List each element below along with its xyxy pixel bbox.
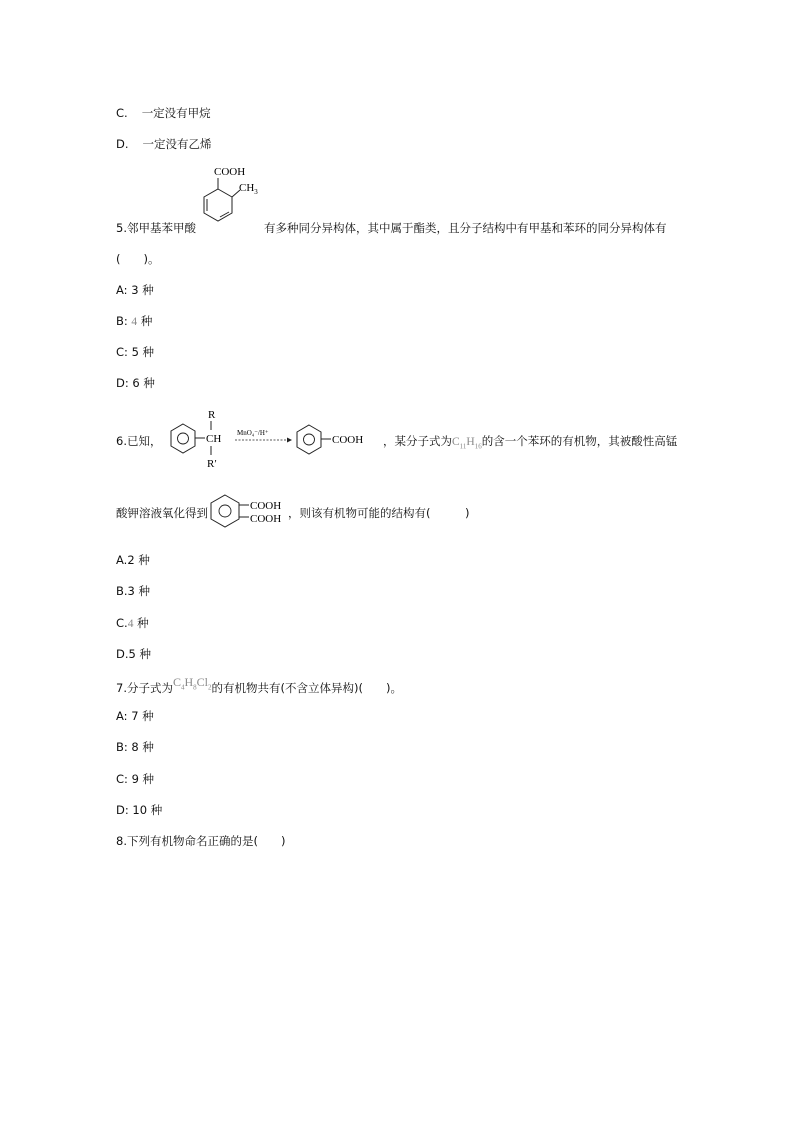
q7-option-c bbox=[116, 772, 154, 786]
option-unit: 种 bbox=[140, 314, 153, 328]
r-label: R bbox=[208, 409, 216, 421]
q6-option-a bbox=[116, 553, 150, 567]
question-text: 酸钾溶液氧化得到 bbox=[116, 506, 208, 520]
option-unit: 种 bbox=[143, 376, 155, 390]
option-letter: B: bbox=[116, 314, 128, 328]
option-unit: 种 bbox=[142, 740, 154, 754]
question-text: 的有机物共有(不含立体异构)( )。 bbox=[211, 681, 402, 695]
q5-stem bbox=[116, 221, 666, 235]
option-value: 7 bbox=[131, 709, 139, 723]
option-letter: D. bbox=[116, 137, 129, 151]
question-text: ，某分子式为 bbox=[383, 434, 452, 448]
option-letter: C: bbox=[116, 772, 128, 786]
formula-c11h16: $C_{11}H_{16}$ bbox=[452, 436, 482, 451]
option-value: 3 bbox=[127, 584, 135, 598]
option-unit: 种 bbox=[138, 553, 150, 567]
option-value: 8 bbox=[131, 740, 139, 754]
option-letter: D: bbox=[116, 803, 129, 817]
question-number: 7. bbox=[116, 681, 127, 695]
option-unit: 种 bbox=[150, 803, 163, 817]
q4-option-c bbox=[116, 106, 211, 120]
formula-c4h8cl2: $C_4H_8Cl_2$ bbox=[172, 675, 212, 692]
option-value: 2 bbox=[127, 553, 135, 567]
option-text: 一定没有乙烯 bbox=[142, 137, 212, 151]
q6-option-c bbox=[116, 616, 149, 631]
question-text: 有多种同分异构体，其中属于酯类，且分子结构中有甲基和苯环的同分异构体有 bbox=[263, 221, 667, 235]
q5-option-b bbox=[116, 314, 152, 329]
q8-stem bbox=[116, 834, 285, 848]
option-letter: C. bbox=[116, 106, 128, 120]
q6-stem-line2-start bbox=[116, 506, 208, 520]
oxidation-reaction-scheme bbox=[165, 404, 380, 474]
option-letter: C: bbox=[116, 345, 128, 359]
q7-option-d bbox=[116, 803, 162, 817]
q5-option-d bbox=[116, 376, 155, 390]
struct-cooh-label: COOH bbox=[214, 166, 246, 178]
option-text: 一定没有甲烷 bbox=[141, 106, 211, 120]
option-value: 3 bbox=[131, 283, 139, 297]
q5-stem-line2 bbox=[116, 252, 159, 266]
q6-option-d bbox=[116, 647, 151, 661]
option-unit: 种 bbox=[138, 584, 151, 598]
q5-option-c bbox=[116, 345, 154, 359]
q6-stem-rest bbox=[383, 434, 677, 453]
question-text: 的含一个苯环的有机物，其被酸性高锰 bbox=[481, 434, 678, 448]
option-value: 4 bbox=[131, 316, 138, 328]
q6-stem-line2-end bbox=[288, 506, 469, 520]
q6-number bbox=[116, 434, 161, 448]
option-value: 5 bbox=[128, 647, 136, 661]
option-letter: A. bbox=[116, 553, 128, 567]
option-letter: B. bbox=[116, 584, 128, 598]
option-unit: 种 bbox=[142, 709, 154, 723]
option-value: 4 bbox=[127, 618, 134, 630]
q5-option-a bbox=[116, 283, 154, 297]
option-unit: 种 bbox=[142, 345, 155, 359]
question-number: 6. bbox=[116, 434, 127, 448]
q7-option-b bbox=[116, 740, 154, 754]
question-text: ，则该有机物可能的结构有( ) bbox=[288, 506, 470, 520]
question-text: 分子式为 bbox=[126, 681, 173, 695]
option-letter: A: bbox=[116, 709, 128, 723]
struct-ch3-label: $CH_3$ bbox=[239, 182, 258, 196]
question-number: 5. bbox=[116, 221, 127, 235]
r-prime-label: R′ bbox=[207, 458, 217, 470]
q6-option-b bbox=[116, 584, 150, 598]
question-text: ( )。 bbox=[116, 252, 160, 266]
terephthalic-acid-structure bbox=[209, 492, 289, 532]
q4-option-d bbox=[116, 137, 212, 151]
ch-label: CH bbox=[206, 433, 222, 445]
reagent-label: MnO₄⁻/H⁺ bbox=[237, 429, 269, 437]
question-text: 下列有机物命名正确的是( ) bbox=[126, 834, 286, 848]
option-value: 10 bbox=[132, 803, 148, 817]
option-letter: B: bbox=[116, 740, 128, 754]
option-letter: D. bbox=[116, 647, 129, 661]
question-number: 8. bbox=[116, 834, 127, 848]
q7-option-a bbox=[116, 709, 154, 723]
option-unit: 种 bbox=[137, 616, 149, 630]
option-unit: 种 bbox=[139, 647, 151, 661]
option-unit: 种 bbox=[142, 772, 155, 786]
option-letter: D: bbox=[116, 376, 129, 390]
option-letter: A: bbox=[116, 283, 128, 297]
option-value: 9 bbox=[131, 772, 139, 786]
option-value: 5 bbox=[131, 345, 139, 359]
cooh-top-label: COOH bbox=[250, 500, 282, 512]
question-text: 已知， bbox=[126, 434, 162, 448]
option-letter: C. bbox=[116, 616, 128, 630]
question-text: 邻甲基苯甲酸 bbox=[126, 221, 196, 235]
q7-stem bbox=[116, 675, 402, 700]
option-value: 6 bbox=[132, 376, 140, 390]
option-unit: 种 bbox=[142, 283, 154, 297]
cooh-bottom-label: COOH bbox=[250, 513, 282, 525]
product-cooh-label: COOH bbox=[332, 434, 364, 446]
